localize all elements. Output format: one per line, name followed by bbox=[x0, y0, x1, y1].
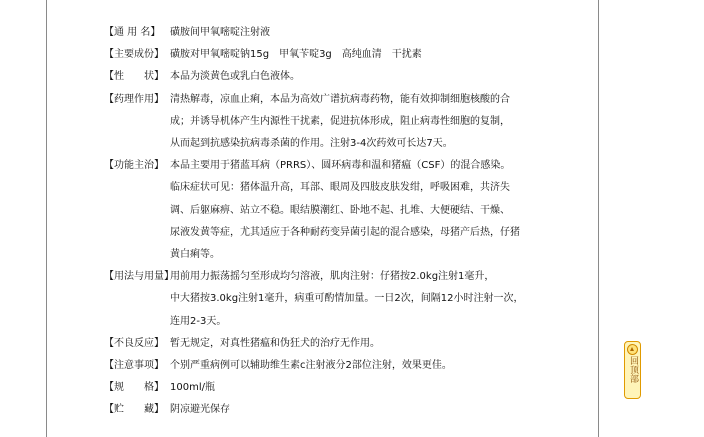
field-value-line: 调、后躯麻痹、站立不稳。眼结膜潮红、卧地不起、扎堆、大便硬结、干燥、 bbox=[170, 204, 510, 216]
field-value-line: 磺胺对甲氧嘧啶钠15g 甲氧苄啶3g 高纯血清 干扰素 bbox=[170, 49, 422, 61]
back-to-top-label: 回顶部 bbox=[628, 356, 638, 383]
field-value-line: 用前用力振荡摇匀至形成均匀溶液，肌肉注射：仔猪按2.0kg注射1毫升， bbox=[170, 271, 495, 283]
field-value-line: 阴凉避光保存 bbox=[170, 404, 230, 416]
field-value-line: 清热解毒，凉血止痢，本品为高效广谱抗病毒药物，能有效抑制细胞核酸的合 bbox=[170, 93, 510, 105]
field-label: 【注意事项】 bbox=[104, 360, 164, 371]
field-value-line: 中大猪按3.0kg注射1毫升，病重可酌情加量。一日2次，间隔12小时注射一次， bbox=[170, 293, 524, 305]
arrow-up-icon bbox=[627, 344, 638, 355]
field-value-line: 暂无规定，对真性猪瘟和伪狂犬的治疗无作用。 bbox=[170, 337, 380, 349]
field-label: 【贮 藏】 bbox=[104, 404, 164, 416]
field-label: 【规 格】 bbox=[104, 382, 164, 394]
field-label: 【通 用 名】 bbox=[104, 27, 161, 38]
field-value-line: 本品为淡黄色或乳白色液体。 bbox=[170, 71, 300, 83]
back-to-top-button[interactable] bbox=[624, 341, 641, 399]
field-value-line: 成；并诱导机体产生内源性干扰素，促进抗体形成，阻止病毒性细胞的复制， bbox=[170, 115, 510, 127]
field-label: 【主要成份】 bbox=[104, 49, 164, 61]
field-value-line: 连用2-3天。 bbox=[170, 315, 227, 327]
field-value-line: 个别严重病例可以辅助维生素c注射液分2部位注射，效果更佳。 bbox=[170, 360, 452, 371]
field-label: 【性 状】 bbox=[104, 71, 164, 83]
field-label: 【药理作用】 bbox=[104, 93, 164, 105]
field-value-line: 从而起到抗感染抗病毒杀菌的作用。注射3-4次药效可长达7天。 bbox=[170, 138, 453, 149]
field-value-line: 黄白痢等。 bbox=[170, 249, 220, 260]
field-label: 【用法与用量】 bbox=[104, 271, 174, 283]
field-value-line: 临床症状可见：猪体温升高，耳部、眼周及四肢皮肤发绀，呼吸困难，共济失 bbox=[170, 182, 510, 194]
field-label: 【功能主治】 bbox=[104, 160, 164, 172]
field-label: 【不良反应】 bbox=[104, 337, 164, 349]
field-value-line: 尿液发黄等症，尤其适应于各种耐药变异菌引起的混合感染，母猪产后热，仔猪 bbox=[170, 226, 520, 238]
field-value-line: 100ml/瓶 bbox=[170, 382, 215, 394]
field-value-line: 本品主要用于猪蓝耳病（PRRS）、圆环病毒和温和猪瘟（CSF）的混合感染。 bbox=[170, 160, 511, 172]
field-value-line: 磺胺间甲氧嘧啶注射液 bbox=[170, 27, 270, 38]
